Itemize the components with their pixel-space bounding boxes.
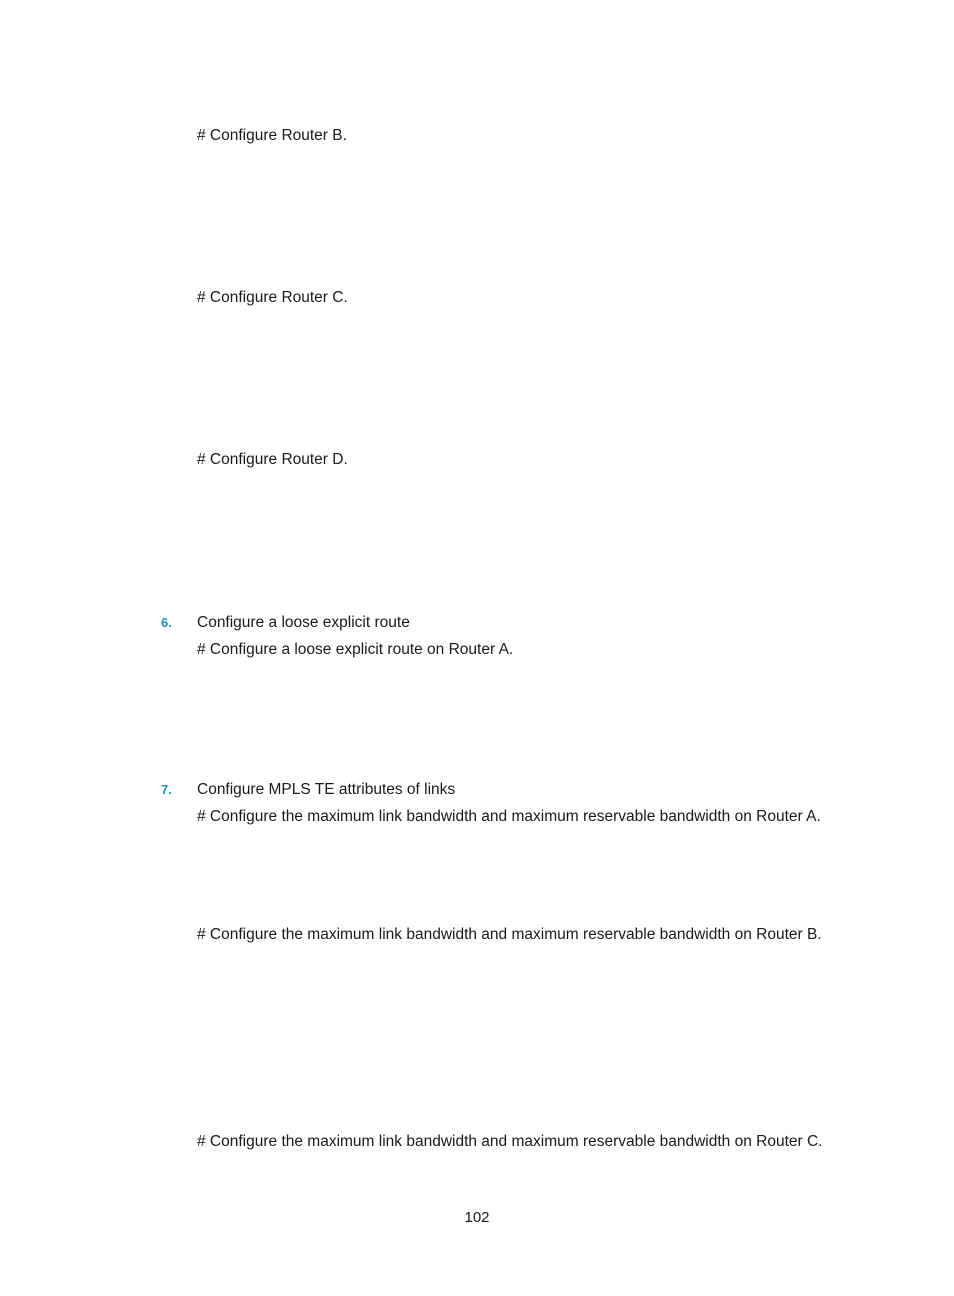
comment-loose-explicit-route-router-a: # Configure a loose explicit route on Router A. <box>197 641 514 658</box>
comment-bandwidth-router-a: # Configure the maximum link bandwidth and maximum reservable bandwidth on Router A. <box>197 808 821 825</box>
comment-bandwidth-router-c: # Configure the maximum link bandwidth and maximum reservable bandwidth on Router C. <box>197 1133 823 1150</box>
step-7-number: 7. <box>161 782 172 797</box>
comment-configure-router-c: # Configure Router C. <box>197 289 348 306</box>
comment-configure-router-d: # Configure Router D. <box>197 451 348 468</box>
page-number: 102 <box>464 1209 490 1226</box>
comment-configure-router-b: # Configure Router B. <box>197 127 347 144</box>
step-6-title: Configure a loose explicit route <box>197 614 410 631</box>
comment-bandwidth-router-b: # Configure the maximum link bandwidth and maximum reservable bandwidth on Router B. <box>197 926 822 943</box>
step-7-title: Configure MPLS TE attributes of links <box>197 781 456 798</box>
step-6-number: 6. <box>161 615 172 630</box>
